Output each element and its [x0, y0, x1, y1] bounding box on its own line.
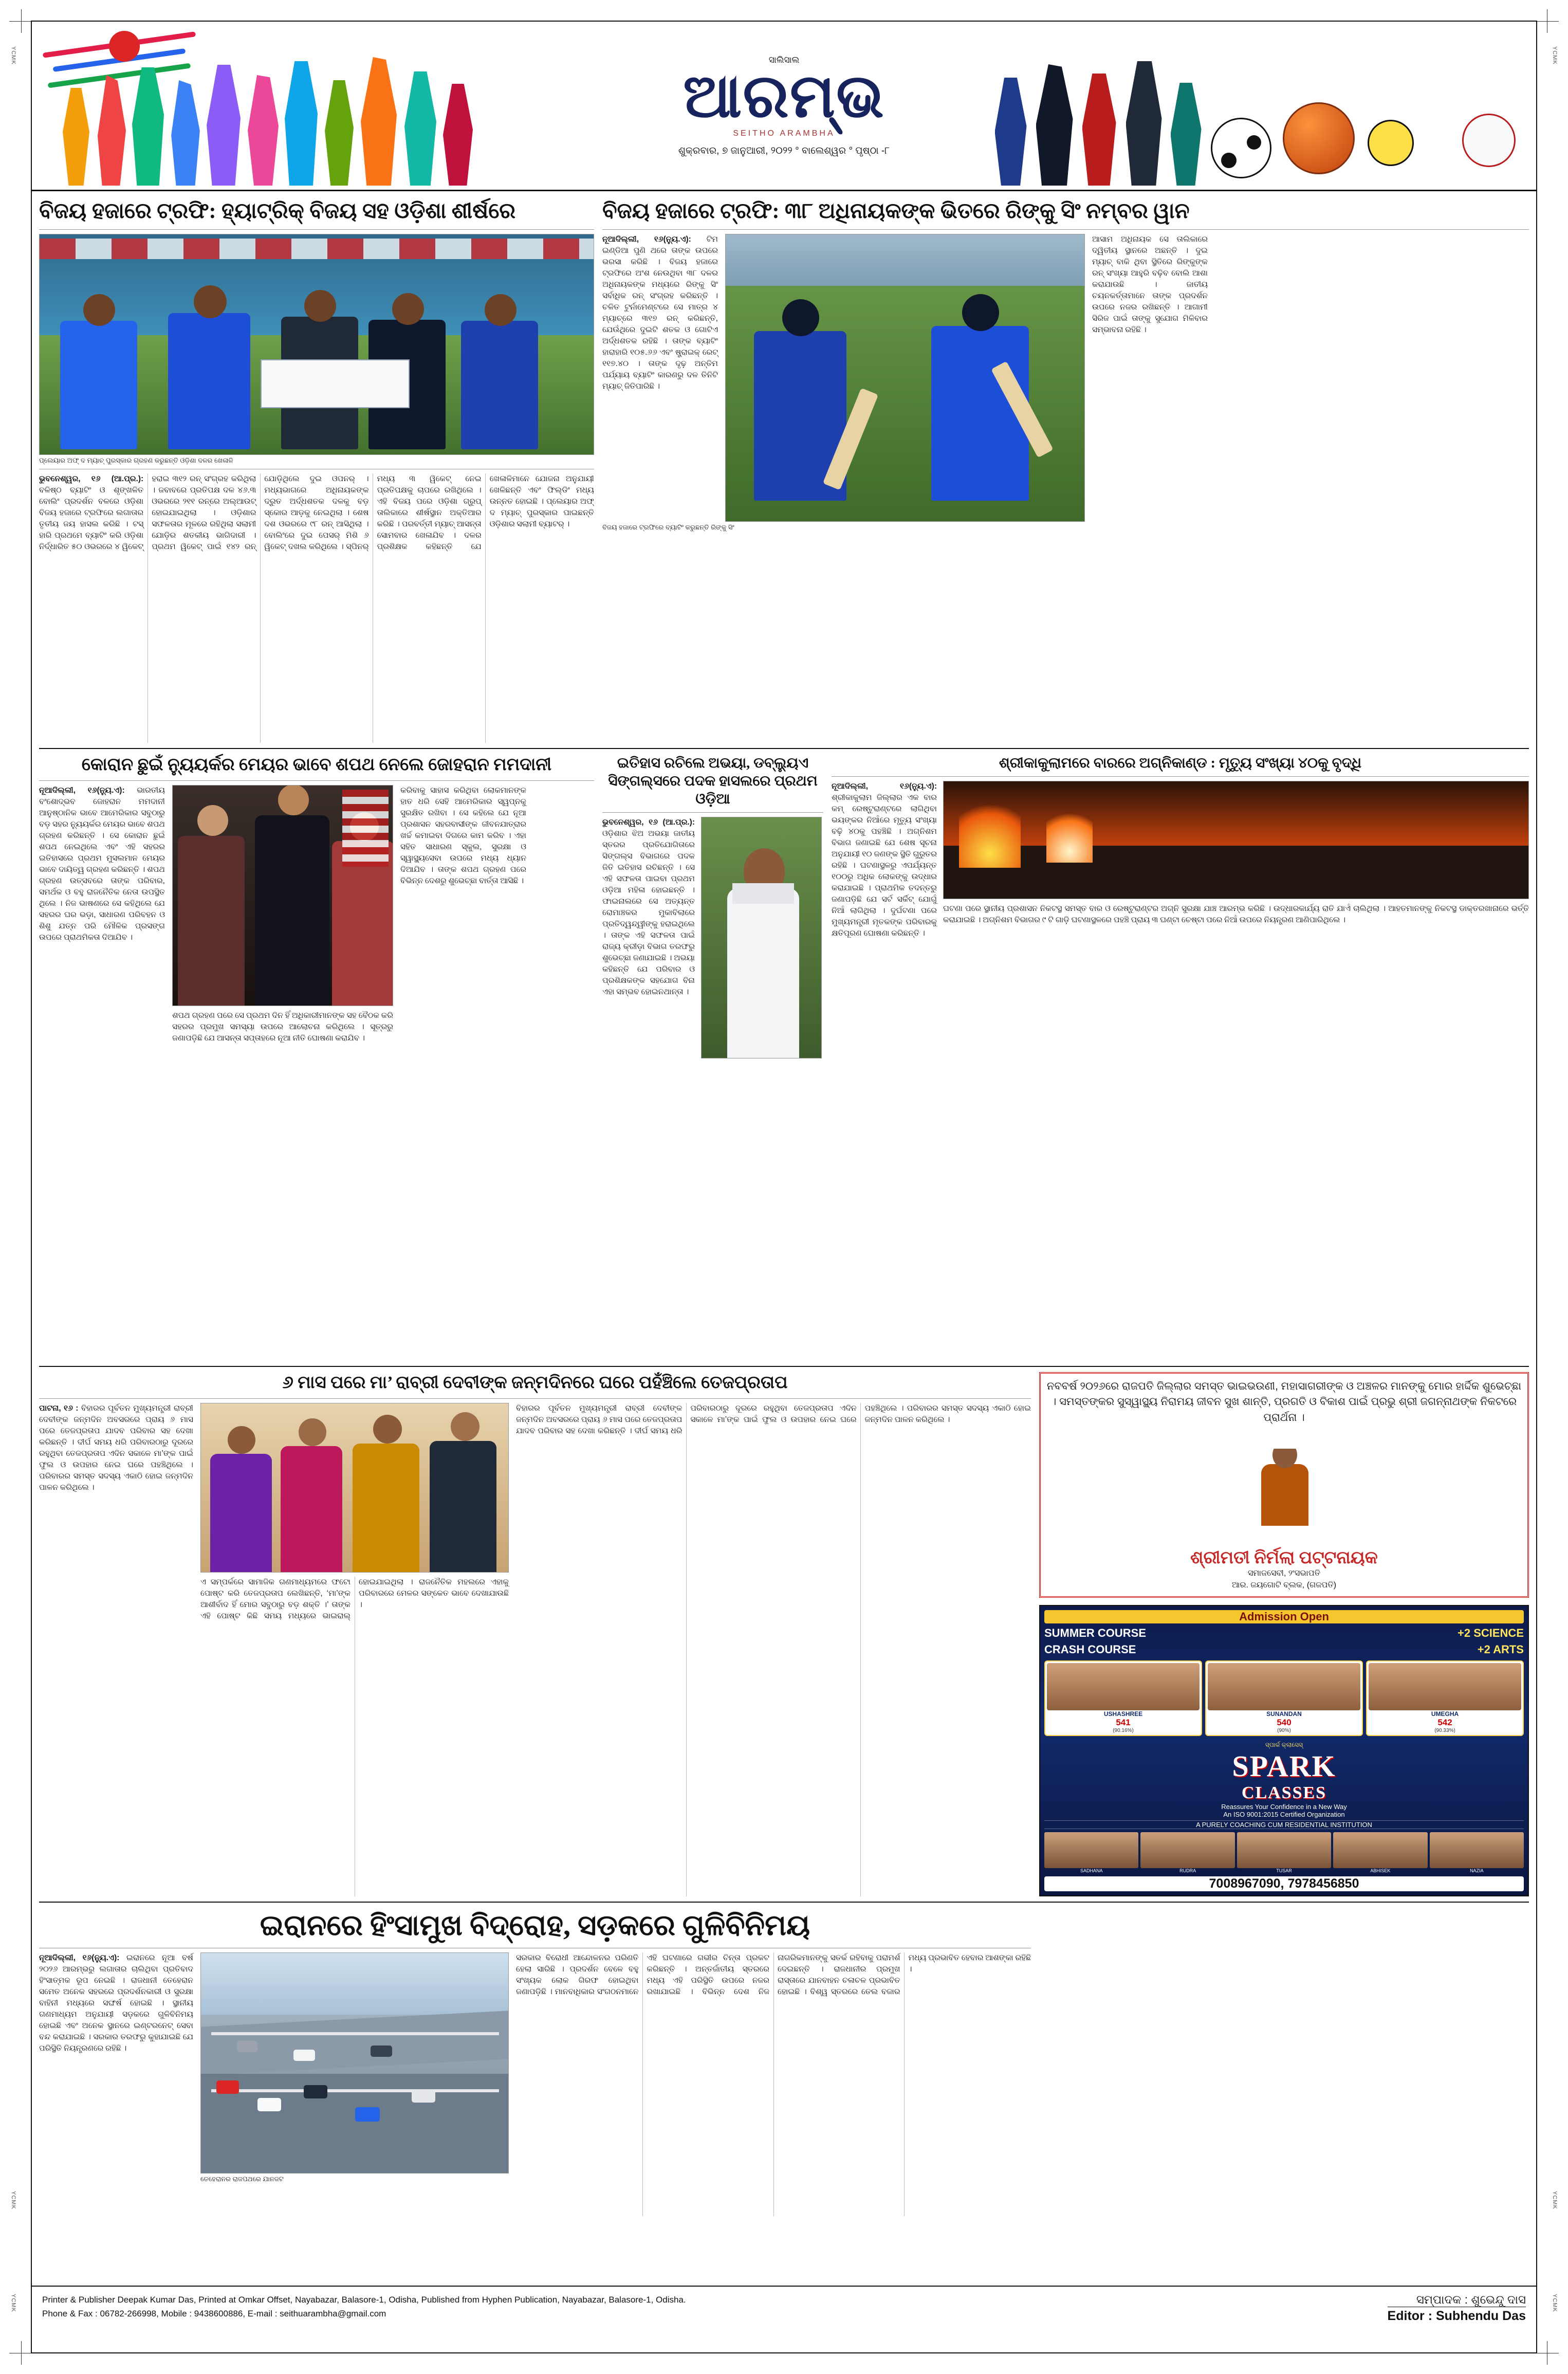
- article-mamdani: [39, 754, 594, 1361]
- photo-mamdani-oath: [172, 785, 393, 1006]
- registration-mark-left-bottom: YCMK: [10, 2294, 16, 2312]
- photo-caption-iran: ତେହେରାନର ରାଜପଥରେ ଯାନଜଟ: [200, 2175, 284, 2183]
- topper-percent: (90.16%): [1113, 1728, 1134, 1733]
- article-body-abhaya: [602, 817, 695, 1058]
- photo-award-ceremony: [39, 234, 594, 455]
- footer-editor-odia: ସମ୍ପାଦକ : ଶୁଭେନ୍ଦୁ ଦାସ: [1416, 2293, 1526, 2306]
- article-body-abhaya-cont: [602, 1063, 823, 1074]
- masthead-right-artwork: [980, 22, 1537, 190]
- article-body-tejpratap-col1: [39, 1403, 193, 1897]
- topper-card: [1205, 1660, 1363, 1736]
- newspaper-title: ଆରମ୍ଭ: [683, 62, 885, 130]
- ad-spark-classes[interactable]: [1039, 1605, 1529, 1896]
- registration-mark-right-top: YCMK: [1552, 46, 1558, 65]
- photo-caption-award: ପ୍ଲେୟାର ଅଫ୍ ଦ ମ୍ୟାଚ୍ ପୁରସ୍କାର ଗ୍ରହଣ କରୁଛନ୍ତି ଓଡ଼ିଶା ଦଳର ଖେଳାଳି: [39, 456, 233, 464]
- topper-card: [1366, 1660, 1524, 1736]
- ad-tagline: Reassures Your Confidence in a New Way: [1221, 1803, 1347, 1811]
- staff-name: RUDRA: [1179, 1868, 1196, 1873]
- dateline-odisha: ଭୁବନେଶ୍ୱର, ୧୬ (ଆ.ପ୍ର.):: [39, 474, 144, 483]
- article-text-fire: ଶ୍ରୀକାକୁଲାମ ଜିଲ୍ଲାର ଏକ ବାର କମ୍ ରେଷ୍ଟୁରାଣ୍ଟରେ ଲାଗିଥିବା ଭୟଙ୍କର ନିଆଁରେ ମୃତ୍ୟୁ ସଂଖ୍ୟା ବଢ଼ି ୪୦କୁ ପହଞ୍ଚିଛି । ଅଗ୍ନିଶମ ବିଭାଗ ଜଣାଇଛି ଯେ ଶେଷ ସୂଚନା ଅନୁଯାୟୀ ୧୦ ଜଣଙ୍କ ସ୍ଥିତି ଗୁରୁତର ରହିଛି । ଘଟଣାସ୍ଥଳରୁ ଏପର୍ଯ୍ୟନ୍ତ ୧୦୦ରୁ ଅଧିକ ଲୋକଙ୍କୁ ଉଦ୍ଧାର କରାଯାଇଛି । ପ୍ରାଥମିକ ତଦନ୍ତରୁ ଜଣାପଡ଼ିଛି ଯେ ସର୍ଟ ସର୍କିଟ୍ ଯୋଗୁଁ ନିଆଁ ଲାଗିଥିଲା । ଦୁର୍ଘଟଣା ପରେ ମୁଖ୍ୟମନ୍ତ୍ରୀ ମୃତକଙ୍କ ପରିବାରକୁ କ୍ଷତିପୂରଣ ଘୋଷଣା କରିଛନ୍ତି ।: [832, 793, 937, 938]
- article-vijay-hazare-odisha: [39, 198, 594, 743]
- article-text-iran: ଇରାନରେ ନୂଆ ବର୍ଷ ୨୦୨୬ ଆରମ୍ଭରୁ ଲଗାତାର ଚାଲିଥିବା ପ୍ରତିବାଦ ହିଂସାତ୍ମକ ରୂପ ନେଇଛି । ରାଜଧାନୀ ତେହେରାନ ସମେତ ଅନେକ ସହରରେ ପ୍ରଦର୍ଶନକାରୀ ଓ ସୁରକ୍ଷା ବାହିନୀ ମଧ୍ୟରେ ସଙ୍ଘର୍ଷ ହୋଇଛି । ସ୍ଥାନୀୟ ଗଣମାଧ୍ୟମ ଅନୁଯାୟୀ ସଡ଼କରେ ଗୁଳିବିନିମୟ ହୋଇଛି ଏବଂ ଅନେକ ସ୍ଥାନରେ ଇଣ୍ଟରନେଟ୍ ସେବା ବନ୍ଦ କରାଯାଇଛି । ସରକାର ତରଫରୁ କୁହାଯାଇଛି ଯେ ପରିସ୍ଥିତି ନିୟନ୍ତ୍ରଣରେ ରହିଛି ।: [39, 1953, 193, 2053]
- topper-name: UMEGHA: [1431, 1710, 1459, 1718]
- article-body-tejpratap-col2: ଏ ସମ୍ପର୍କରେ ସାମାଜିକ ଗଣମାଧ୍ୟମରେ ଫଟୋ ପୋଷ୍ଟ କରି ତେଜପ୍ରତାପ ଲେଖିଛନ୍ତି, ‘ମା’ଙ୍କ ଆଶୀର୍ବାଦ ହିଁ ମୋର ସବୁଠାରୁ ବଡ଼ ଶକ୍ତି ।’ ତାଙ୍କ ଏହି ପୋଷ୍ଟ କିଛି ସମୟ ମଧ୍ୟରେ ଭାଇରାଲ୍ ହୋଇଯାଇଥିଲା । ରାଜନୈତିକ ମହଲରେ ଏହାକୁ ପରିବାରରେ ମେଳର ସଙ୍କେତ ଭାବେ ଦେଖାଯାଉଛି ।: [200, 1577, 509, 1620]
- ad-brand-name-2: CLASSES: [1241, 1783, 1327, 1802]
- ad-staff-list: [1044, 1832, 1524, 1873]
- topper-mark: 541: [1116, 1718, 1131, 1727]
- article-abhaya: [602, 754, 823, 1361]
- topper-name: USHASHREE: [1103, 1710, 1143, 1718]
- staff-item: [1430, 1832, 1524, 1873]
- article-srikakulam-fire: [832, 754, 1529, 1361]
- footer-editor-english: Editor : Subhendu Das: [1388, 2307, 1526, 2324]
- newspaper-title-roman: SEITHO ARAMBHA: [733, 129, 835, 138]
- lead-region: [39, 198, 1529, 743]
- ads-column: [1039, 1372, 1529, 1896]
- staff-name: NAZIA: [1470, 1868, 1484, 1873]
- ad-advertiser-role-2: ଆର. ଜୟଗୋଟି ବ୍ଲକ, (ଗଜପତି): [1231, 1580, 1337, 1590]
- topper-photo: [1208, 1663, 1360, 1710]
- article-body-fire-col2: ଘଟଣା ପରେ ସ୍ଥାନୀୟ ପ୍ରଶାସନ ନିକଟସ୍ଥ ସମସ୍ତ ବାର ଓ ରେଷ୍ଟୁରାଣ୍ଟର ଅଗ୍ନି ସୁରକ୍ଷା ଯାଞ୍ଚ ଆରମ୍ଭ କରିଛି । ଉଦ୍ଧାରକାର୍ଯ୍ୟ ରାତି ଯାଏଁ ଚାଲିଥିଲା । ଆହତମାନଙ୍କୁ ନିକଟସ୍ଥ ଡାକ୍ତରଖାନାରେ ଭର୍ତ୍ତି କରାଯାଇଛି । ଅଗ୍ନିଶମ ବିଭାଗର ୯ ଟି ଗାଡ଼ି ଘଟଣାସ୍ଥଳରେ ପହଞ୍ଚି ପ୍ରାୟ ୩ ଘଣ୍ଟା ଚେଷ୍ଟା ପରେ ନିଆଁ ଉପରେ ନିୟନ୍ତ୍ରଣ ଆଣିପାରିଥିଲେ ।: [943, 904, 1529, 924]
- article-rinku-singh: [602, 198, 1529, 743]
- photo-rinku-batting: [725, 234, 1085, 522]
- article-body-tejpratap-rest: ବିହାରର ପୂର୍ବତନ ମୁଖ୍ୟମନ୍ତ୍ରୀ ରାବ୍ରୀ ଦେବୀଙ୍କ ଜନ୍ମଦିନ ଅବସରରେ ପ୍ରାୟ ୬ ମାସ ପରେ ତେଜପ୍ରତାପ ଯାଦବ ପରିବାର ସହ ଦେଖା କରିଛନ୍ତି । ଦୀର୍ଘ ସମୟ ଧରି ପରିବାରଠାରୁ ଦୂରରେ ରହୁଥିବା ତେଜପ୍ରତାପ ଏଦିନ ସକାଳେ ମା’ଙ୍କ ପାଇଁ ଫୁଲ ଓ ଉପହାର ନେଇ ଘରେ ପହଞ୍ଚିଥିଲେ । ପରିବାରର ସମସ୍ତ ସଦସ୍ୟ ଏକାଠି ହୋଇ ଜନ୍ମଦିନ ପାଳନ କରିଥିଲେ ।: [516, 1403, 1031, 1435]
- article-body-iran-col1: [39, 1952, 193, 2216]
- photo-abhaya: [701, 817, 822, 1058]
- masthead-title-block: [589, 22, 980, 190]
- ad-new-year-greeting[interactable]: [1039, 1372, 1529, 1598]
- page-sheet: [31, 21, 1537, 2353]
- article-text-iran-col3: ରାଜଧାନୀର ପ୍ରମୁଖ ରାସ୍ତାରେ ଯାନବାହନ ଚଳାଚଳ ପ୍ରଭାବିତ ହୋଇଛି । ବିଶ୍ୱ ସ୍ତରରେ ତେଲ ବଜାର ମଧ୍ୟ ପ୍ରଭାବିତ ହେବାର ଆଶଙ୍କା ରହିଛି ।: [778, 1953, 1031, 1996]
- topper-name: SUNANDAN: [1266, 1710, 1302, 1718]
- registration-mark-left-top: YCMK: [10, 46, 16, 65]
- ad-portrait: [1246, 1449, 1323, 1526]
- headline-srikakulam-fire: ଶ୍ରୀକାକୁଲାମରେ ବାରରେ ଅଗ୍ନିକାଣ୍ଡ : ମୃତ୍ୟୁ ସଂଖ୍ୟା ୪୦କୁ ବୃଦ୍ଧି: [999, 755, 1362, 771]
- masthead-kicker: ସାଲିସାଲ: [768, 54, 800, 65]
- iran-region: [39, 1908, 1529, 2216]
- mid-region: [39, 754, 1529, 1361]
- article-body-iran-rest: [516, 1952, 1031, 2216]
- staff-item: [1333, 1832, 1427, 1873]
- staff-name: TUSAR: [1276, 1868, 1292, 1873]
- headline-rinku-singh: ବିଜୟ ହଜାରେ ଟ୍ରଫି: ୩୮ ଅଧିନାୟକଙ୍କ ଭିତରେ ରିଙ୍କୁ ସିଂ ନମ୍ବର ୱାନ: [602, 199, 1190, 223]
- article-body-rinku-col1: [602, 234, 718, 522]
- article-text-rinku: ଟିମ ଇଣ୍ଡିଆ ପୁଣି ଥରେ ତାଙ୍କ ଉପରେ ଭରସା କରିଛି । ବିଜୟ ହଜାରେ ଟ୍ରଫିରେ ଅଂଶ ନେଉଥିବା ୩୮ ଦଳର ଅଧିନାୟକଙ୍କ ମଧ୍ୟରେ ରିଙ୍କୁ ସିଂ ସର୍ବାଧିକ ରନ୍ ସଂଗ୍ରହ କରିଛନ୍ତି । ଚଳିତ ଟୁର୍ନାମେଣ୍ଟରେ ସେ ମାତ୍ର ୪ ମ୍ୟାଚ୍ରେ ୩୧୭ ରନ୍ କରିଛନ୍ତି, ଯେଉଁଥିରେ ଦୁଇଟି ଶତକ ଓ ଗୋଟିଏ ଅର୍ଦ୍ଧଶତକ ରହିଛି । ତାଙ୍କ ବ୍ୟାଟିଂ ହାରାହାରି ୧୦୫.୬୬ ଏବଂ ଷ୍ଟ୍ରାଇକ୍ ରେଟ୍ ୧୧୭.୪୦ । ତାଙ୍କ ଦୃଢ଼ ଅନ୍ତିମ ପର୍ଯ୍ୟାୟ ବ୍ୟାଟିଂ କାରଣରୁ ଦଳ ତିନିଟି ମ୍ୟାଚ୍ ଜିତିପାରିଛି ।: [602, 234, 718, 391]
- ad-admission-banner: Admission Open: [1044, 1610, 1524, 1623]
- article-body-fire-col1: [832, 781, 937, 939]
- photo-fire-scene: [943, 781, 1529, 899]
- dateline-abhaya: ଭୁବନେଶ୍ୱର, ୧୬ (ଆ.ପ୍ର.):: [602, 818, 695, 827]
- crop-mark-top-left: [9, 9, 33, 33]
- registration-mark-right-mid: YCMK: [1552, 2191, 1558, 2209]
- staff-name: SADHANA: [1080, 1868, 1103, 1873]
- page-content: [32, 193, 1536, 2285]
- registration-mark-left-mid: YCMK: [10, 2191, 16, 2209]
- ad-advertiser-name: ଶ୍ରୀମତୀ ନିର୍ମଲା ପଟ୍ଟନାୟକ: [1190, 1548, 1378, 1568]
- ad-topper-list: [1044, 1660, 1524, 1736]
- article-text-iran-col2: ସରକାର ବିରୋଧୀ ଆନ୍ଦୋଳନର ପରିଣତି ହେଲା ସାରିଛି । ପ୍ରଦର୍ଶନ ବେଳେ ବହୁ ସଂଖ୍ୟକ ଲୋକ ଗିରଫ ହୋଇଥିବା ଜଣାପଡ଼ିଛି । ମାନବାଧିକାର ସଂଗଠନମାନେ ଏହି ଘଟଣାରେ ଗଭୀର ଚିନ୍ତା ପ୍ରକଟ କରିଛନ୍ତି । ଅନ୍ତର୍ଜାତୀୟ ସ୍ତରରେ ମଧ୍ୟ ଏହି ପରିସ୍ଥିତି ଉପରେ ନଜର ରଖାଯାଇଛି । ବିଭିନ୍ନ ଦେଶ ନିଜ ନାଗରିକମାନଙ୍କୁ ସତର୍କ ରହିବାକୁ ପରାମର୍ଶ ଦେଇଛନ୍ତି ।: [516, 1953, 900, 1996]
- ad-course-left-2: CRASH COURSE: [1044, 1643, 1136, 1656]
- headline-iran: ଇରାନରେ ହିଂସାମୁଖ ବିଦ୍ରୋହ, ସଡ଼କରେ ଗୁଳିବିନିମୟ: [260, 1910, 810, 1942]
- topper-card: [1044, 1660, 1202, 1736]
- crop-mark-bottom-right: [1535, 2341, 1559, 2365]
- dateline-iran: ନୂଆଦିଲ୍ଲୀ, ୧୬(ନ୍ୟୁ.ଏ):: [39, 1953, 120, 1962]
- iran-region-spacer: [1039, 1908, 1529, 2216]
- masthead: [32, 22, 1536, 191]
- article-body-mamdani-col3: ଶପଥ ଗ୍ରହଣ ପରେ ସେ ପ୍ରଥମ ଦିନ ହିଁ ଅଧିକାରୀମାନଙ୍କ ସହ ବୈଠକ କରି ସହରର ପ୍ରମୁଖ ସମସ୍ୟା ଉପରେ ଆଲୋଚନା କରିଥିଲେ । ସୂତ୍ରରୁ ଜଣାପଡ଼ିଛି ଯେ ଆସନ୍ତା ସପ୍ତାହରେ ନୂଆ ନୀତି ଘୋଷଣା କରାଯିବ ।: [172, 1011, 393, 1043]
- dateline-tejpratap: ପାଟନା, ୧୬ :: [39, 1403, 79, 1413]
- article-text-abhaya: ଓଡ଼ିଶାର ଝିଅ ଅଭୟା ଜାତୀୟ ସ୍ତରର ପ୍ରତିଯୋଗିତାରେ ସିଙ୍ଗଲ୍ସ ବିଭାଗରେ ପଦକ ଜିତି ଇତିହାସ ରଚିଛନ୍ତି । ସେ ଏହି ସଫଳତା ପାଇବା ପ୍ରଥମ ଓଡ଼ିଆ ମହିଳା ହୋଇଛନ୍ତି । ଫାଇନାଲରେ ସେ ଅତ୍ୟନ୍ତ ରୋମାଞ୍ଚକର ମୁକାବିଲାରେ ପ୍ରତିଦ୍ୱନ୍ଦ୍ୱୀଙ୍କୁ ହରାଇଥିଲେ । ତାଙ୍କ ଏହି ସଫଳତା ପାଇଁ ରାଜ୍ୟ କ୍ରୀଡ଼ା ବିଭାଗ ତରଫରୁ ଶୁଭେଚ୍ଛା ଜଣାଯାଇଛି । ଅଭୟା କହିଛନ୍ତି ଯେ ପରିବାର ଓ ପ୍ରଶିକ୍ଷକଙ୍କ ସହଯୋଗ ବିନା ଏହା ସମ୍ଭବ ହୋଇନଥାନ୍ତା ।: [602, 829, 695, 996]
- ad-advertiser-role-1: ସମାଜସେବୀ, ୨ଂସଭାପତି: [1248, 1569, 1320, 1578]
- staff-item: [1140, 1832, 1234, 1873]
- headline-mamdani: କୋରାନ ଛୁଇଁ ନ୍ୟୁୟର୍କର ମେୟର ଭାବେ ଶପଥ ନେଲେ ଜୋହରାନ ମମଦାନୀ: [81, 755, 552, 774]
- ad-greeting-text: ନବବର୍ଷ ୨୦୨୬ରେ ରାଜପତି ଜିଲ୍ଲାର ସମସ୍ତ ଭାଇଭଉଣୀ, ମହାସାଗରୀଙ୍କ ଓ ଅଞ୍ଚଳର ମାନଙ୍କୁ ମୋର ହାର୍ଦ୍ଦିକ ଶୁଭେଚ୍ଛା । ସମସ୍ତଙ୍କର ସୁସ୍ୱାସ୍ଥ୍ୟ ନିରାମୟ ଜୀବନ ସୁଖ ଶାନ୍ତି, ପ୍ରଗତି ଓ ବିକାଶ ପାଇଁ ପ୍ରଭୁ ଶ୍ରୀ ଜଗନ୍ନାଥଙ୍କ ନିକଟରେ ପ୍ରାର୍ଥନା ।: [1047, 1380, 1521, 1423]
- ad-course-right-2: +2 ARTS: [1477, 1643, 1524, 1656]
- topper-mark: 542: [1437, 1718, 1452, 1727]
- ad-certification: An ISO 9001:2015 Certified Organization: [1223, 1811, 1345, 1818]
- headline-vijay-hazare-odisha: ବିଜୟ ହଜାରେ ଟ୍ରଫି: ହ୍ୟାଟ୍ରିକ୍ ବିଜୟ ସହ ଓଡ଼ିଶା ଶୀର୍ଷରେ: [39, 199, 516, 223]
- topper-percent: (90%): [1277, 1728, 1291, 1733]
- ad-brand-block: [1044, 1741, 1524, 1829]
- staff-item: [1044, 1832, 1138, 1873]
- ad-course-right-1: +2 SCIENCE: [1458, 1627, 1524, 1639]
- ad-institution-line: A PURELY COACHING CUM RESIDENTIAL INSTITUTION: [1044, 1820, 1524, 1829]
- article-iran: [39, 1908, 1031, 2216]
- article-text-mamdani: ଭାରତୀୟ ବଂଶୋଦ୍ଭବ ଜୋହରାନ ମମଦାନୀ ଆନୁଷ୍ଠାନିକ ଭାବେ ଆମେରିକାର ସବୁଠାରୁ ବଡ଼ ସହର ନ୍ୟୁୟର୍କର ମେୟର ଭାବେ ଶପଥ ଗ୍ରହଣ କରିଛନ୍ତି । ସେ କୋରାନ ଛୁଇଁ ଶପଥ ନେଇଥିଲେ ଏବଂ ଏହି ସହରର ଇତିହାସରେ ପ୍ରଥମ ମୁସଲମାନ ମେୟର ଭାବେ ଦାୟିତ୍ୱ ଗ୍ରହଣ କରିଛନ୍ତି । ଶପଥ ଗ୍ରହଣ ଉତ୍ସବରେ ତାଙ୍କ ପରିବାର, ସମର୍ଥକ ଓ ବହୁ ରାଜନୈତିକ ନେତା ଉପସ୍ଥିତ ଥିଲେ । ନିଜ ଭାଷଣରେ ସେ କହିଥିଲେ ଯେ ସହରର ଘର ଭଡ଼ା, ସାଧାରଣ ପରିବହନ ଓ ଶିଶୁ ଯତ୍ନ ପରି ମୌଳିକ ପ୍ରସଙ୍ଗ ଉପରେ ପ୍ରାଥମିକତା ଦିଆଯିବ ।: [39, 786, 165, 942]
- headline-tejpratap: ୬ ମାସ ପରେ ମା’ ରାବ୍ରୀ ଦେବୀଙ୍କ ଜନ୍ମଦିନରେ ଘରେ ପହଁଞ୍ଚିଲେ ତେଜପ୍ରତାପ: [282, 1373, 788, 1392]
- footer-imprint-line-2: Phone & Fax : 06782-266998, Mobile : 9438600886, E-mail : seithuarambha@gmail.com: [42, 2309, 386, 2319]
- topper-mark: 540: [1277, 1718, 1292, 1727]
- ad-course-left-1: SUMMER COURSE: [1044, 1627, 1147, 1639]
- article-tejpratap: [39, 1372, 1031, 1896]
- photo-iran-traffic: [200, 1952, 509, 2174]
- footer-imprint-line-1: Printer & Publisher Deepak Kumar Das, Printed at Omkar Offset, Nayabazar, Balasore-1, Odisha, Published from Hyphen Publication, Nayabazar, Balasore-1, Odisha.: [42, 2295, 686, 2305]
- page-footer: [32, 2286, 1536, 2352]
- article-body-vijay-hazare-odisha: [39, 473, 594, 743]
- topper-photo: [1369, 1663, 1521, 1710]
- topper-photo: [1047, 1663, 1200, 1710]
- article-body-mamdani-col1: [39, 785, 165, 1361]
- photo-caption-rinku: ବିଜୟ ହଜାରେ ଟ୍ରଫିରେ ବ୍ୟାଟିଂ କରୁଛନ୍ତି ରିଙ୍କୁ ସିଂ: [602, 523, 734, 531]
- dateline-mamdani: ନୂଆଦିଲ୍ଲୀ, ୧୬(ନ୍ୟୁ.ଏ):: [39, 786, 125, 795]
- dateline-fire: ନୂଆଦିଲ୍ଲୀ, ୧୬(ନ୍ୟୁ.ଏ):: [832, 782, 937, 791]
- staff-item: [1237, 1832, 1331, 1873]
- ad-org-odia: ସ୍ପାର୍କ କ୍ଲାସେସ୍: [1265, 1741, 1303, 1748]
- lower-region: [39, 1372, 1529, 1896]
- article-body-mamdani-col2: କରିବାକୁ ସାହାସ କରିଥିବା ଲୋକମାନଙ୍କ ହାତ ଧରି ସେହି ଆମେରିକାର ସ୍ୱପ୍ନକୁ ସୁରକ୍ଷିତ ରଖିବା । ସେ କହିଲେ ଯେ ନୂଆ ପ୍ରଶାସନ ସହରବାସୀଙ୍କ ଜୀବନଯାତ୍ରାର ଖର୍ଚ୍ଚ କମାଇବା ଦିଗରେ କାମ କରିବ । ଏହା ସହିତ ସାଧାରଣ ସ୍କୁଲ, ସୁରକ୍ଷା ଓ ସ୍ୱାସ୍ଥ୍ୟସେବା ଉପରେ ମଧ୍ୟ ଧ୍ୟାନ ଦିଆଯିବ । ତାଙ୍କ ଶପଥ ଗ୍ରହଣ ପରେ ବିଭିନ୍ନ ଦେଶରୁ ଶୁଭେଚ୍ଛା ବାର୍ତ୍ତା ଆସିଛି ।: [400, 786, 526, 885]
- headline-abhaya: ଇତିହାସ ରଚିଲେ ଅଭୟା, ଡବ୍ଲ୍ୟୁଏ ସିଙ୍ଗଲ୍ସରେ ପଦକ ହାସଲରେ ପ୍ରଥମ ଓଡ଼ିଆ: [608, 755, 818, 807]
- ad-brand-name: SPARK: [1232, 1749, 1336, 1783]
- ad-phone-number[interactable]: 7008967090, 7978456850: [1044, 1876, 1524, 1891]
- dateline-rinku: ନୂଆଦିଲ୍ଲୀ, ୧୬(ନ୍ୟୁ.ଏ):: [602, 234, 691, 244]
- masthead-left-artwork: [32, 22, 589, 190]
- crop-mark-bottom-left: [9, 2341, 33, 2365]
- topper-percent: (90.33%): [1434, 1728, 1455, 1733]
- issue-meta: ଶୁକ୍ରବାର, ୭ ଜାନୁଆରୀ, ୨୦୨୨ ° ବାଲେଶ୍ୱର ° ପୃଷ୍ଠା -୮: [678, 145, 890, 156]
- registration-mark-right-bottom: YCMK: [1552, 2294, 1558, 2312]
- article-text-odisha: ବଳିଷ୍ଠ ବ୍ୟାଟିଂ ଓ ଶୃଙ୍ଖଳିତ ବୋଲିଂ ପ୍ରଦର୍ଶନ ବଳରେ ଓଡ଼ିଶା ବିଜୟ ହଜାରେ ଟ୍ରଫିରେ ଲଗାତାର ତୃତୀୟ ଜୟ ହାସଲ କରିଛି । ଟସ୍ ହାରି ପ୍ରଥମେ ବ୍ୟାଟିଂ କରି ଓଡ଼ିଶା ନିର୍ଦ୍ଧାରିତ ୫୦ ଓଭରରେ ୪ ୱିକେଟ୍ ହରାଇ ୩୧୨ ରନ୍ ସଂଗ୍ରହ କରିଥିଲା । ଜବାବରେ ପ୍ରତିପକ୍ଷ ଦଳ ୪୬.୩ ଓଭରରେ ୨୧୧ ରନ୍ରେ ଅଲ୍ଆଉଟ୍ ହୋଇଯାଇଥିଲା । ଓଡ଼ିଶାର ସଫଳତାର ମୂଳରେ ରହିଥିଲା ସଲାମୀ ଯୋଡ଼ିର ଶତକୀୟ ଭାଗିଦାରୀ । ପ୍ରଥମ ୱିକେଟ୍ ପାଇଁ ୧୪୨ ରନ୍ ଯୋଡ଼ିଥିଲେ ଦୁଇ ଓପନର୍ । ମଧ୍ୟଭାଗରେ ଅଧିନାୟକଙ୍କ ଦ୍ରୁତ ଅର୍ଦ୍ଧଶତକ ଦଳକୁ ବଡ଼ ସ୍କୋର ଆଡ଼କୁ ନେଇଥିଲା । ଶେଷ ଦଶ ଓଭରରେ ୯୮ ରନ୍ ଆସିଥିଲା । ବୋଲିଂରେ ଦୁଇ ପେସର୍ ମିଶି ୬ ୱିକେଟ୍ ଦଖଲ କରିଥିଲେ । ସ୍ପିନର୍ ମଧ୍ୟ ୩ ୱିକେଟ୍ ନେଇ ପ୍ରତିପକ୍ଷକୁ ଚାପରେ ରଖିଥିଲେ । ଏହି ବିଜୟ ପରେ ଓଡ଼ିଶା ଗ୍ରୁପ୍ ତାଲିକାରେ ଶୀର୍ଷସ୍ଥାନ ଅକ୍ତିଆର କରିଛି । ପରବର୍ତ୍ତୀ ମ୍ୟାଚ୍ ଆସନ୍ତା ସୋମବାର ଖେଳାଯିବ । ଦଳର ପ୍ରଶିକ୍ଷକ କହିଛନ୍ତି ଯେ ଖେଳାଳିମାନେ ଯୋଜନା ଅନୁଯାୟୀ ଖେଳିଛନ୍ତି ଏବଂ ଫିଲ୍ଡିଂ ମଧ୍ୟ ଉନ୍ନତ ହୋଇଛି । ପ୍ଲେୟାର ଅଫ୍ ଦ ମ୍ୟାଚ୍ ପୁରସ୍କାର ପାଇଛନ୍ତି ଓଡ଼ିଶାର ସଲାମୀ ବ୍ୟାଟର୍ ।: [39, 474, 594, 551]
- article-text-tejpratap: ବିହାରର ପୂର୍ବତନ ମୁଖ୍ୟମନ୍ତ୍ରୀ ରାବ୍ରୀ ଦେବୀଙ୍କ ଜନ୍ମଦିନ ଅବସରରେ ପ୍ରାୟ ୬ ମାସ ପରେ ତେଜପ୍ରତାପ ଯାଦବ ପରିବାର ସହ ଦେଖା କରିଛନ୍ତି । ଦୀର୍ଘ ସମୟ ଧରି ପରିବାରଠାରୁ ଦୂରରେ ରହୁଥିବା ତେଜପ୍ରତାପ ଏଦିନ ସକାଳେ ମା’ଙ୍କ ପାଇଁ ଫୁଲ ଓ ଉପହାର ନେଇ ଘରେ ପହଞ୍ଚିଥିଲେ । ପରିବାରର ସମସ୍ତ ସଦସ୍ୟ ଏକାଠି ହୋଇ ଜନ୍ମଦିନ ପାଳନ କରିଥିଲେ ।: [39, 1403, 193, 1492]
- article-body-rinku-col2: ଆସାମ ଅଧିନାୟକ ସେ ତାଲିକାରେ ଦ୍ୱିତୀୟ ସ୍ଥାନରେ ଅଛନ୍ତି । ଦୁଇ ମ୍ୟାଚ୍ ବାକି ଥିବା ସ୍ଥିତିରେ ରିଙ୍କୁଙ୍କ ରନ୍ ସଂଖ୍ୟା ଆହୁରି ବଢ଼ିବ ବୋଲି ଆଶା କରାଯାଉଛି । ଜାତୀୟ ଚୟନକର୍ତ୍ତାମାନେ ତାଙ୍କ ପ୍ରଦର୍ଶନ ଉପରେ ନଜର ରଖିଛନ୍ତି । ଆଗାମୀ ସିରିଜ ପାଇଁ ତାଙ୍କୁ ସୁଯୋଗ ମିଳିବାର ସମ୍ଭାବନା ରହିଛି ।: [1092, 234, 1208, 334]
- staff-name: ABHISEK: [1370, 1868, 1391, 1873]
- photo-family-birthday: [200, 1403, 509, 1573]
- crop-mark-top-right: [1535, 9, 1559, 33]
